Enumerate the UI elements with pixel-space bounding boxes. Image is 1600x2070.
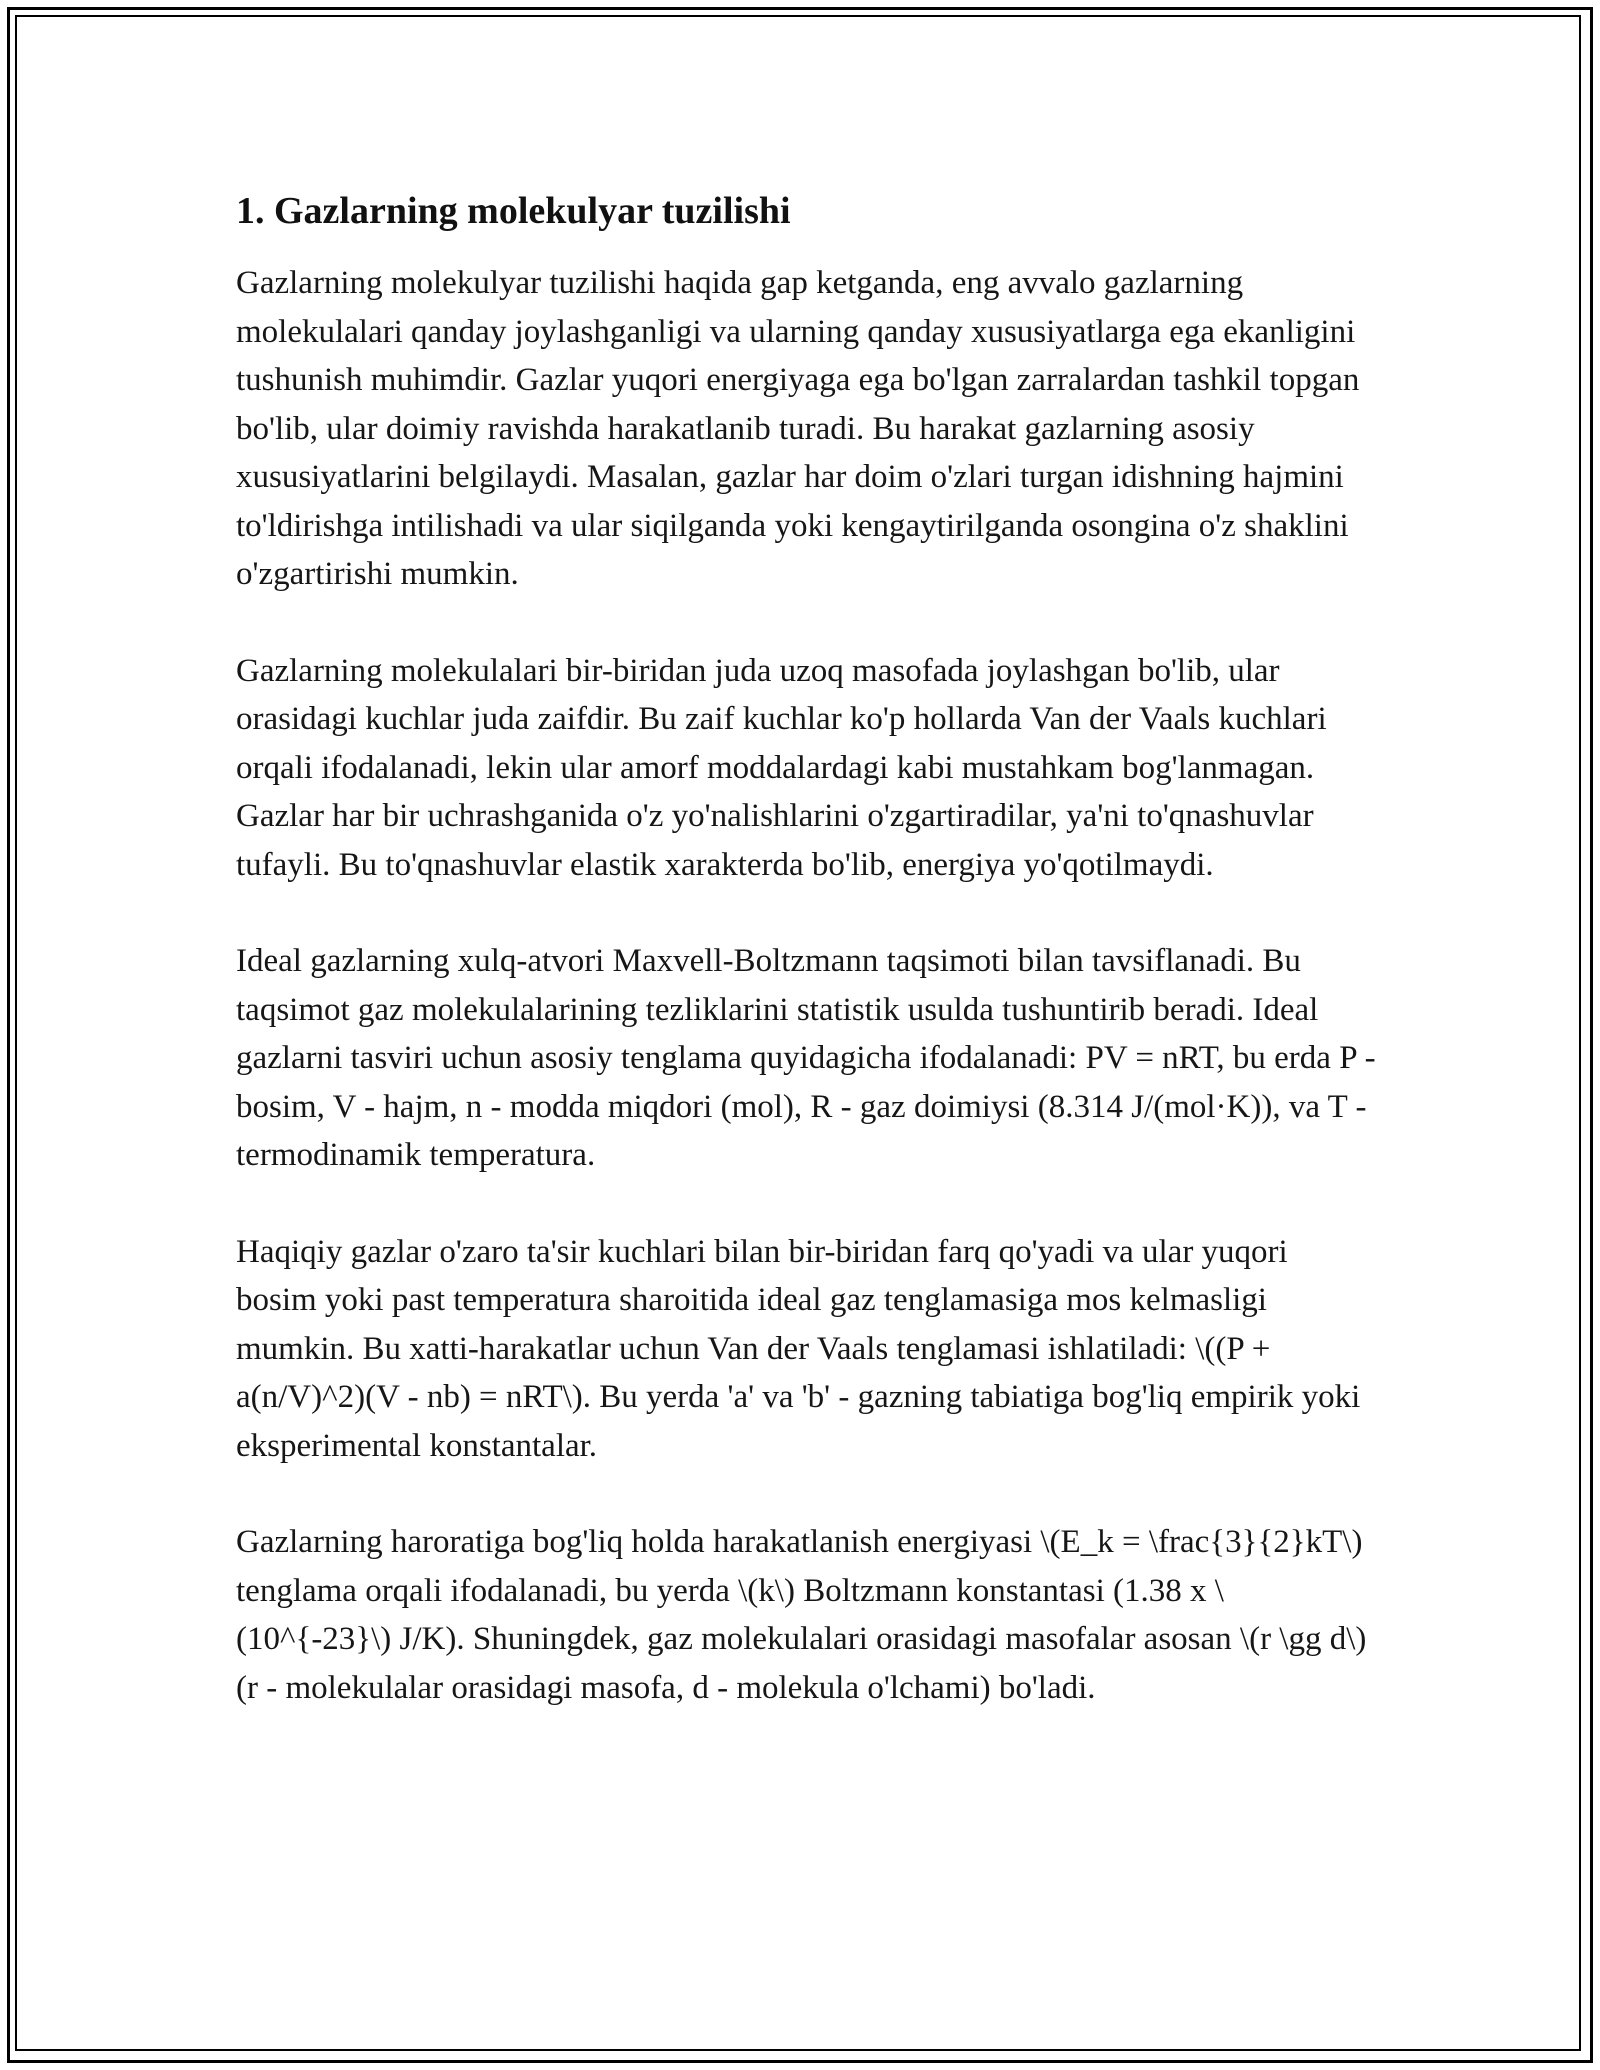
paragraph-4: Haqiqiy gazlar o'zaro ta'sir kuchlari bilan bir-biridan farq qo'yadi va ular yuqori bosim yoki past temperatura sharoitida ideal gaz tenglamasiga mos kelmasligi mumkin. Bu xatti-harakatlar uchun Van der Vaals tenglamasi ishlatiladi: \((P + a(n/V)^2)(V - nb) = nRT\). Bu yerda 'a' va 'b' - gazning tabiatiga bog'liq empirik yoki eksperimental konstantalar.: [236, 1233, 1361, 1464]
paragraph-1: Gazlarning molekulyar tuzilishi haqida gap ketganda, eng avvalo gazlarning molekulalari qanday joylashganligi va ularning qanday xususiyatlarga ega ekanligini tushunish muhimdir. Gazlar yuqori energiyaga ega bo'lgan zarralardan tashkil topgan bo'lib, ular doimiy ravishda harakatlanib turadi. Bu harakat gazlarning asosiy xususiyatlarini belgilaydi. Masalan, gazlar har doim o'zlari turgan idishning hajmini to'ldirishga intilishadi va ular siqilganda yoki kengaytirilganda osongina o'z shaklini o'zgartirishi mumkin.: [236, 265, 1360, 592]
paragraph-3: Ideal gazlarning xulq-atvori Maxvell-Boltzmann taqsimoti bilan tavsiflanadi. Bu taqsimot gaz molekulalarining tezliklarini statistik usulda tushuntirib beradi. Ideal gazlarni tasviri uchun asosiy tenglama quyidagicha ifodalanadi: PV = nRT, bu erda P - bosim, V - hajm, n - modda miqdori (mol), R - gaz doimiysi (8.314 J/(mol·K)), va T - termodinamik temperatura.: [236, 943, 1376, 1173]
document-body: [236, 185, 1376, 1760]
section-heading: 1. Gazlarning molekulyar tuzilishi: [236, 190, 791, 232]
paragraph-5: Gazlarning haroratiga bog'liq holda harakatlanish energiyasi \(E_k = \frac{3}{2}kT\) tenglama orqali ifodalanadi, bu yerda \(k\) Boltzmann konstantasi (1.38 x \(10^{-23}\) J/K). Shuningdek, gaz molekulalari orasidagi masofalar asosan \(r \gg d\) (r - molekulalar orasidagi masofa, d - molekula o'lchami) bo'ladi.: [236, 1524, 1367, 1706]
paragraph-2: Gazlarning molekulalari bir-biridan juda uzoq masofada joylashgan bo'lib, ular orasidagi kuchlar juda zaifdir. Bu zaif kuchlar ko'p hollarda Van der Vaals kuchlari orqali ifodalanadi, lekin ular amorf moddalardagi kabi mustahkam bog'lanmagan. Gazlar har bir uchrashganida o'z yo'nalishlarini o'zgartiradilar, ya'ni to'qnashuvlar tufayli. Bu to'qnashuvlar elastik xarakterda bo'lib, energiya yo'qotilmaydi.: [236, 652, 1327, 883]
